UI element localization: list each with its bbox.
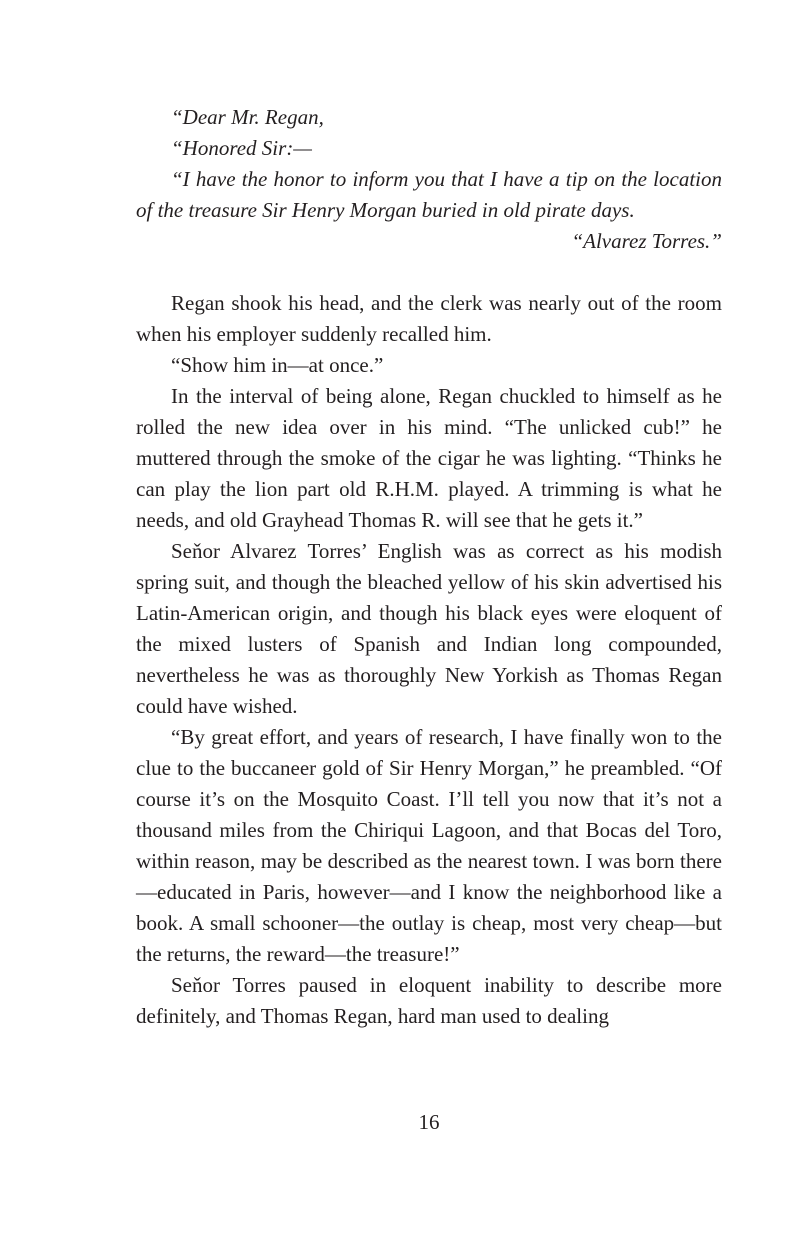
paragraph: In the interval of being alone, Regan chuckled to himself as he rolled the new idea over in his mind. “The unlicked cub!” he muttered through the smoke of the cigar he was lighting. “Thinks he can play the lion part old R.H.M. played. A trimming is what he needs, and old Grayhead Thomas R. will see that he gets it.” <box>136 384 722 532</box>
quoted-letter <box>136 102 722 257</box>
paragraph: Seňor Alvarez Torres’ English was as correct as his modish spring suit, and though the bleached yellow of his skin advertised his Latin-American origin, and though his black eyes were eloquent of the mixed lusters of Spanish and Indian long compounded, nevertheless he was as thoroughly New Yorkish as Thomas Regan could have wished. <box>136 539 722 718</box>
paragraph: Seňor Torres paused in eloquent inability to describe more definitely, and Thomas Regan, hard man used to dealing <box>136 973 722 1028</box>
page-number: 16 <box>418 1110 440 1134</box>
paragraph: “Show him in—at once.” <box>171 353 384 377</box>
letter-body: “I have the honor to inform you that I have a tip on the location of the treasure Sir Henry Morgan buried in old pirate days. <box>136 167 722 222</box>
narrative-text <box>136 288 722 1032</box>
letter-signature: “Alvarez Torres.” <box>571 229 722 253</box>
paragraph: Regan shook his head, and the clerk was nearly out of the room when his employer suddenly recalled him. <box>136 291 722 346</box>
letter-address: “Honored Sir:— <box>171 136 312 160</box>
paragraph: “By great effort, and years of research, I have finally won to the clue to the buccaneer gold of Sir Henry Morgan,” he preambled. “Of course it’s on the Mosquito Coast. I’ll tell you now that it’s not a thousand miles from the Chiriqui Lagoon, and that Bocas del Toro, within reason, may be described as the nearest town. I was born there—educated in Paris, however—and I know the neighborhood like a book. A small schooner—the outlay is cheap, most very cheap—but the returns, the reward—the treasure!” <box>136 725 722 966</box>
letter-salutation: “Dear Mr. Regan, <box>171 105 324 129</box>
page-body <box>136 102 722 1032</box>
